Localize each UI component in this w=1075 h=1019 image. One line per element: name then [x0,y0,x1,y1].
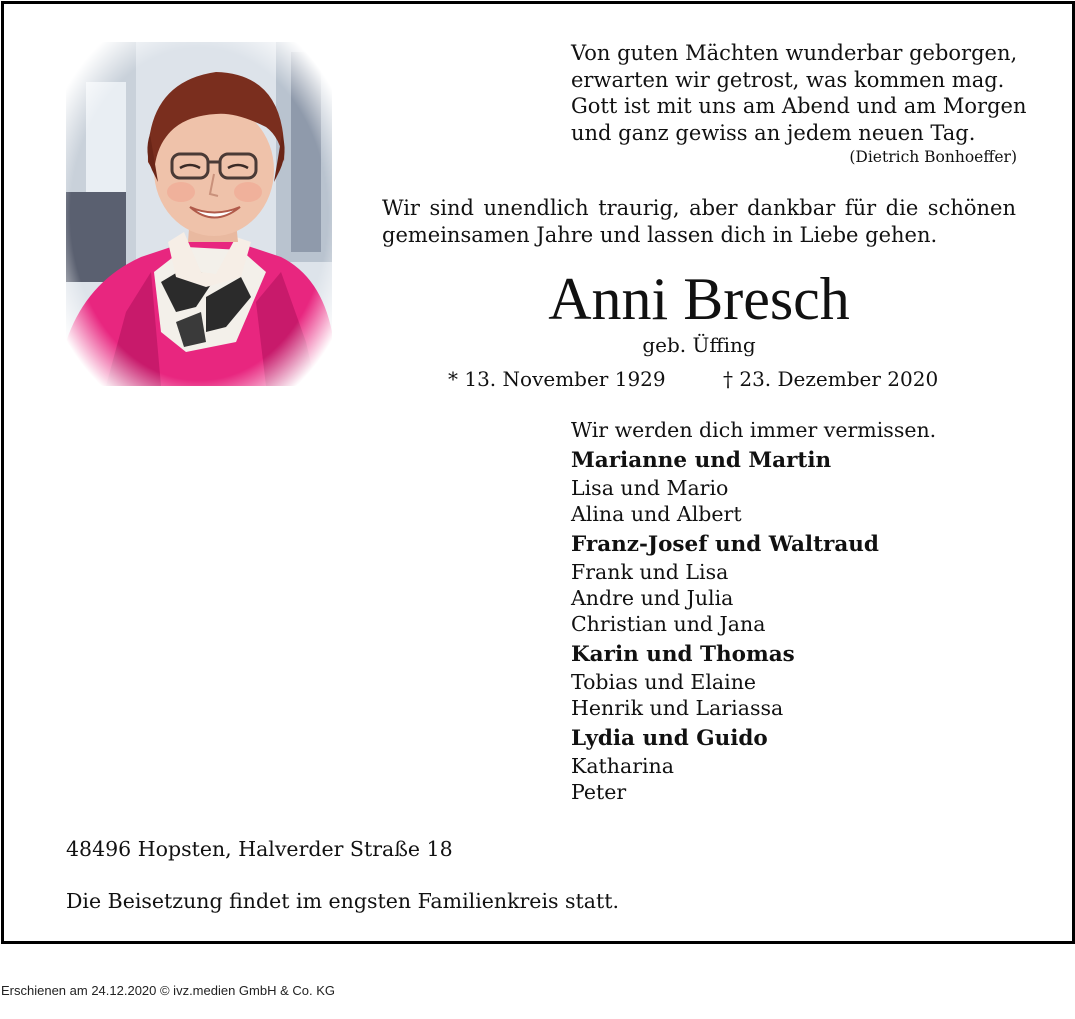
family-group [571,725,1031,805]
family-group [571,447,1031,527]
family-member: Lisa und Mario [571,476,729,500]
family-head: Franz-Josef und Waltraud [571,532,879,557]
family-member: Frank und Lisa [571,560,729,584]
family-head: Lydia und Guido [571,726,768,751]
portrait-photo [66,42,332,386]
family-group [571,641,1031,721]
poem-line: Von guten Mächten wunderbar geborgen, [571,41,1018,65]
obituary-frame [1,1,1075,944]
poem-line: Gott ist mit uns am Abend und am Morgen [571,94,1027,118]
burial-note: Die Beisetzung findet im engsten Familienkreis statt. [66,889,620,913]
family-lead: Wir werden dich immer vermissen. [571,418,937,442]
family-member: Christian und Jana [571,612,766,636]
family-member: Alina und Albert [571,502,742,526]
portrait-illustration [66,42,332,386]
family-member: Henrik und Lariassa [571,696,784,720]
family-list [571,417,1031,809]
family-head: Karin und Thomas [571,642,795,667]
family-head: Marianne und Martin [571,448,832,473]
address: 48496 Hopsten, Halverder Straße 18 [66,837,453,861]
poem-author: (Dietrich Bonhoeffer) [849,148,1017,166]
intro-text [382,195,1016,248]
family-member: Katharina [571,754,674,778]
family-member: Andre und Julia [571,586,734,610]
birth-date: * 13. November 1929 [448,367,666,391]
family-member: Peter [571,780,627,804]
poem-line: und ganz gewiss an jedem neuen Tag. [571,120,976,145]
family-group [571,531,1031,637]
maiden-name: geb. Üffing [642,333,756,357]
death-date: † 23. Dezember 2020 [723,367,939,391]
publication-footer: Erschienen am 24.12.2020 © ivz.medien GmbH & Co. KG [1,983,336,998]
poem [571,40,1027,168]
intro-line: gemeinsamen Jahre und lassen dich in Liebe gehen. [382,222,938,247]
intro-line: Wir sind unendlich traurig, aber dankbar für die schönen [382,196,1016,220]
family-member: Tobias und Elaine [571,670,757,694]
poem-line: erwarten wir getrost, was kommen mag. [571,67,1005,92]
deceased-name: Anni Bresch [548,266,850,332]
